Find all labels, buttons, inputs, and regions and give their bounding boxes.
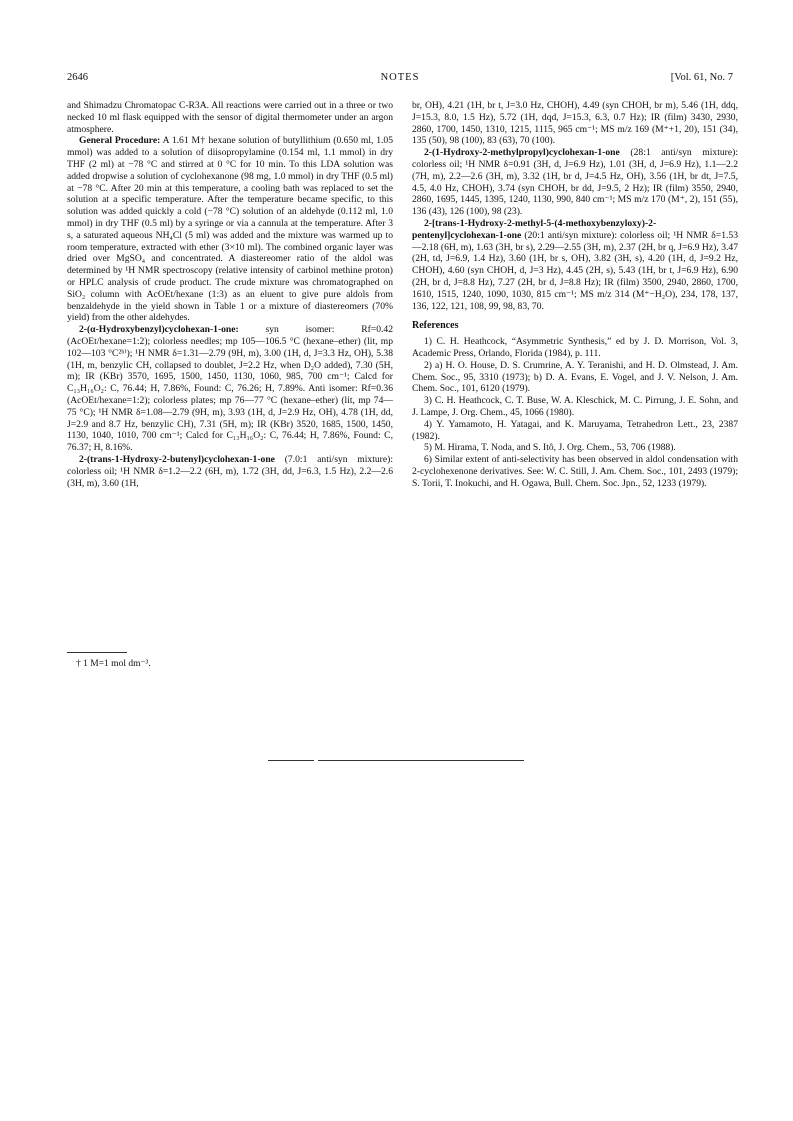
general-procedure-heading: General Procedure: xyxy=(79,135,161,147)
reference-item: 3) C. H. Heathcock, C. T. Buse, W. A. Kleschick, M. C. Pirrung, J. E. Sohn, and J. Lampe, J. Org. Chem., 45, 1066 (1980). xyxy=(412,395,738,418)
footnote-rule xyxy=(67,652,127,653)
references-heading: References xyxy=(412,320,459,332)
compound-2-data: (7.0:1 anti/syn mixture): colorless oil; ¹H NMR δ=1.2—2.2 (6H, m), 1.72 (3H, dd, J=6.3, 1.5 Hz), 2.2—2.6 (3H, m), 3.60 (1H, xyxy=(67,453,393,489)
paragraph-compound-3 xyxy=(412,147,738,218)
paragraph-compound-4 xyxy=(412,218,738,312)
running-header xyxy=(67,72,733,86)
compound-1-data: syn isomer: Rf=0.42 (AcOEt/hexane=1:2); colorless needles; mp 105—106.5 °C (hexane–ether) (lit, mp 102—103 °C²ᵇ⁾); ¹H NMR δ=1.31—2.79 (9H, m), 3.00 (1H, d, J=3.3 Hz, OH), 5.38 (1H, m, benzylic CH, collapsed to doublet, J=2.2 Hz, when D₂O added), 7.30 (5H, m); IR (KBr) 3570, 1695, 1500, 1450, 1130, 1060, 985, 700 cm⁻¹; Calcd for C₁₃H₁₆O₂: C, 76.44; H, 7.86%, Found: C, 76.26; H, 7.89%. Anti isomer: Rf=0.36 (AcOEt/hexane=1:2); colorless plates; mp 76—77 °C (hexane–ether) (lit, mp 74—75 °C); ¹H NMR δ=1.08—2.79 (9H, m), 3.93 (1H, d, J=2.9 Hz, OH), 4.78 (1H, dd, J=2.9 and 8.7 Hz, benzylic CH), 7.31 (5H, m); IR (KBr) 3520, 1685, 1500, 1450, 1130, 1040, 1010, 700 cm⁻¹; Calcd for C₁₃H₁₆O₂: C, 76.44; H, 7.86%, Found: C, 76.37; H, 8.16%. xyxy=(67,324,393,454)
paragraph-compound-2-cont: br, OH), 4.21 (1H, br t, J=3.0 Hz, CHOH), 4.49 (syn CHOH, br m), 5.46 (1H, ddq, J=15.3, 8.0, 1.5 Hz), 5.72 (1H, dqd, J=15.3, 6.3, 0.7 Hz); IR (film) 3430, 2930, 2860, 1700, 1450, 1310, 1215, 1115, 965 cm⁻¹; MS m/z 169 (M⁺+1, 20), 151 (34), 135 (50), 98 (100), 83 (63), 70 (100). xyxy=(412,100,738,147)
reference-item: 5) M. Hirama, T. Noda, and S. Itô, J. Org. Chem., 53, 706 (1988). xyxy=(424,442,676,454)
compound-4-data: (20:1 anti/syn mixture): colorless oil; ¹H NMR δ=1.53—2.18 (6H, m), 1.63 (3H, br s), 2.29—2.55 (3H, m), 2.37 (2H, br q, J=6.9 Hz), 3.47 (2H, td, J=6.9, 1.4 Hz), 3.60 (1H, br s, OH), 3.82 (3H, s), 4.20 (1H, d, J=9.2 Hz, CHOH), 4.60 (syn CHOH, d, J=3 Hz), 4.45 (2H, s), 5.43 (1H, br t, J=6.9 Hz), 6.90 (2H, br d, J=8.8 Hz), 7.27 (2H, br d, J=8.8 Hz); IR (film) 3500, 2940, 2860, 1700, 1610, 1515, 1240, 1090, 1030, 815 cm⁻¹; MS m/z 314 (M⁺−H₂O), 234, 178, 137, 136, 122, 121, 108, 99, 98, 83, 70. xyxy=(412,229,738,312)
reference-item: 2) a) H. O. House, D. S. Crumrine, A. Y. Teranishi, and H. D. Olmstead, J. Am. Chem. Soc., 95, 3310 (1973); b) D. A. Evans, E. Vogel, and J. V. Nelson, J. Am. Chem. Soc., 101, 6120 (1979). xyxy=(412,359,738,395)
paragraph-compound-2 xyxy=(67,454,393,489)
paragraph-compound-1 xyxy=(67,324,393,454)
volume-label: [Vol. 61, No. 7 xyxy=(670,72,733,83)
general-procedure-text: A 1.61 M† hexane solution of butyllithium (0.650 ml, 1.05 mmol) was added to a solution of diisopropylamine (0.154 ml, 1.1 mmol) in dry THF (2 ml) at −78 °C and stirred at 0 °C for 10 min. To this LDA solution was added dropwise a solution of cyclohexanone (98 mg, 1.0 mmol) in dry THF (0.5 ml) at −78 °C. After 20 min at this temperature, a cooling bath was replaced to set the solution at a specific temperature. After the temperature became specific, to this solution was added quickly a cold (−78 °C) solution of an aldehyde (0.112 ml, 1.0 mmol) in dry THF (0.5 ml) by a syringe or via a cannula at the temperature. After 3 s, a saturated aqueous NH₄Cl (5 ml) was added and the mixture was warmed up to room temperature, extracted with ether (3×10 ml). The combined organic layer was dried over MgSO₄ and concentrated. A diastereomer ratio of the aldol was determined by ¹H NMR spectroscopy (relative intensity of carbinol methine proton) or HPLC analysis of crude product. The crude mixture was chromatographed on SiO₂ column with AcOEt/hexane (1:3) as an eluent to give pure aldols from benzaldehyde in the yield shown in Table 1 or a mixture of diastereomers (70% yield) from the other aldehydes. xyxy=(67,135,393,324)
compound-3-name: 2-(1-Hydroxy-2-methylpropyl)cyclohexan-1-one xyxy=(424,147,620,159)
compound-1-name: 2-(α-Hydroxybenzyl)cyclohexan-1-one: xyxy=(79,324,239,336)
reference-item: 1) C. H. Heathcock, “Asymmetric Synthesis,” ed by J. D. Morrison, Vol. 3, Academic Press, Orlando, Florida (1984), p. 111. xyxy=(412,336,738,359)
paragraph-general-procedure xyxy=(67,135,393,324)
section-title: NOTES xyxy=(380,72,420,83)
end-of-article-rule xyxy=(268,760,524,763)
end-rule-short xyxy=(268,760,314,761)
reference-item: 4) Y. Yamamoto, H. Yatagai, and K. Maruyama, Tetrahedron Lett., 23, 2387 (1982). xyxy=(412,418,738,442)
end-rule-long xyxy=(318,760,524,761)
compound-2-name: 2-(trans-1-Hydroxy-2-butenyl)cyclohexan-1-one xyxy=(79,453,275,465)
page-number: 2646 xyxy=(67,72,88,83)
right-column xyxy=(412,100,738,490)
paragraph-instruments: and Shimadzu Chromatopac C-R3A. All reactions were carried out in a three or two necked 10 ml flask equipped with the sensor of digital thermometer under an argon atmosphere. xyxy=(67,100,393,135)
compound-3-data: (28:1 anti/syn mixture): colorless oil; ¹H NMR δ=0.91 (3H, d, J=6.9 Hz), 1.01 (3H, d, J=6.9 Hz), 1.1—2.2 (7H, m), 2.2—2.6 (3H, m), 3.32 (1H, br d, J=4.5 Hz, OH), 3.56 (1H, br dt, J=7.5, 4.5, 4.0 Hz, CHOH), 3.74 (syn CHOH, br dd, J=9.5, 2 Hz); IR (film) 3550, 2940, 2860, 1695, 1445, 1395, 1240, 1130, 990, 840 cm⁻¹; MS m/z 170 (M⁺, 2), 151 (55), 136 (43), 126 (100), 98 (23). xyxy=(412,147,738,218)
footnote: † 1 M=1 mol dm⁻³. xyxy=(76,659,151,669)
left-column xyxy=(67,100,393,489)
reference-item: 6) Similar extent of anti-selectivity has been observed in aldol condensation with 2-cyclohexenone derivatives. See: W. C. Still, J. Am. Chem. Soc., 101, 2493 (1979); S. Torii, T. Inokuchi, and H. Ogawa, Bull. Chem. Soc. Jpn., 52, 1233 (1979). xyxy=(412,454,738,489)
compound-4-name: 2-[trans-1-Hydroxy-2-methyl-5-(4-methoxybenzyloxy)-2-pentenyl]cyclohexan-1-one xyxy=(412,217,657,241)
